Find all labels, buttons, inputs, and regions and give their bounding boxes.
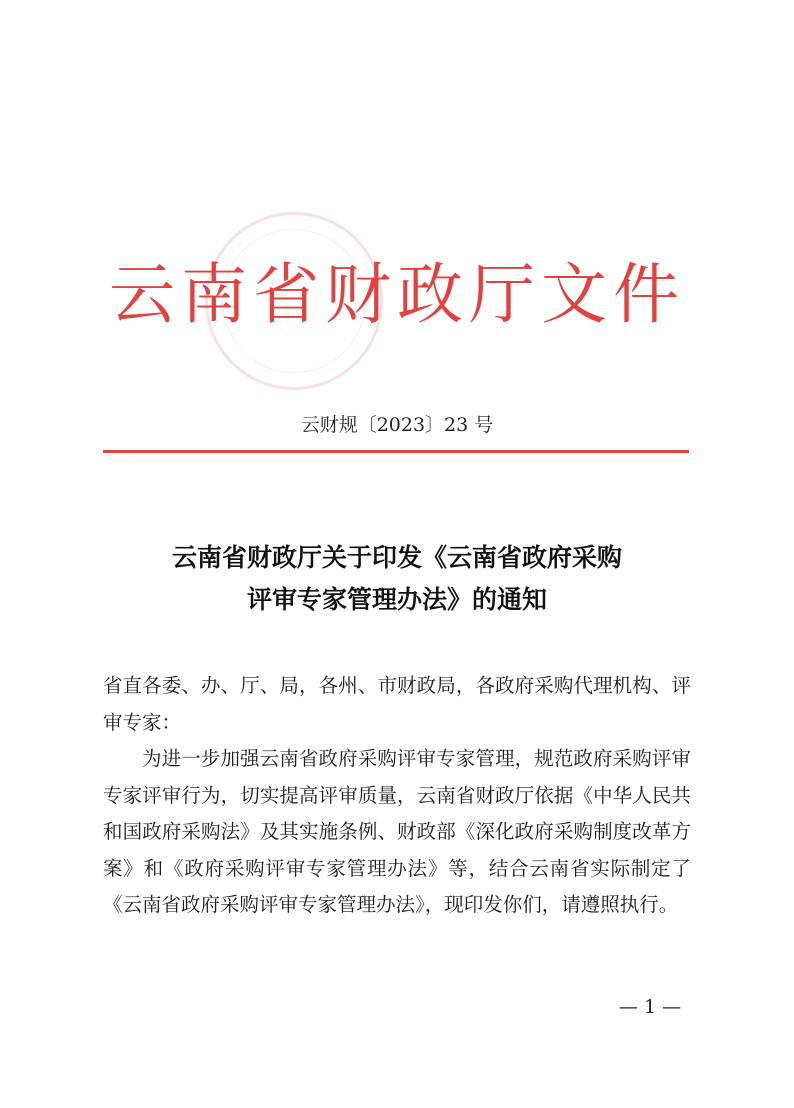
notice-body (103, 668, 691, 924)
page-number: — 1 — (618, 996, 682, 1018)
header-divider (103, 450, 689, 453)
notice-title-line-1: 云南省财政厅关于印发《云南省政府采购 (171, 543, 622, 572)
notice-title-line-2: 评审专家管理办法》的通知 (246, 585, 547, 614)
addressee: 省直各委、办、厅、局，各州、市财政局，各政府采购代理机构、评审专家： (103, 674, 691, 734)
document-number: 云财规〔2023〕23 号 (300, 414, 494, 436)
document-header-title: 云南省财政厅文件 (109, 256, 685, 333)
body-paragraph: 为进一步加强云南省政府采购评审专家管理，规范政府采购评审专家评审行为，切实提高评审质量，云南省财政厅依据《中华人民共和国政府采购法》及其实施条例、财政部《深化政府采购制度改革方案》和《政府采购评审专家管理办法》等，结合云南省实际制定了《云南省政府采购评审专家管理办法》，现印发你们，请遵照执行。 (103, 747, 691, 916)
notice-title (60, 537, 734, 621)
